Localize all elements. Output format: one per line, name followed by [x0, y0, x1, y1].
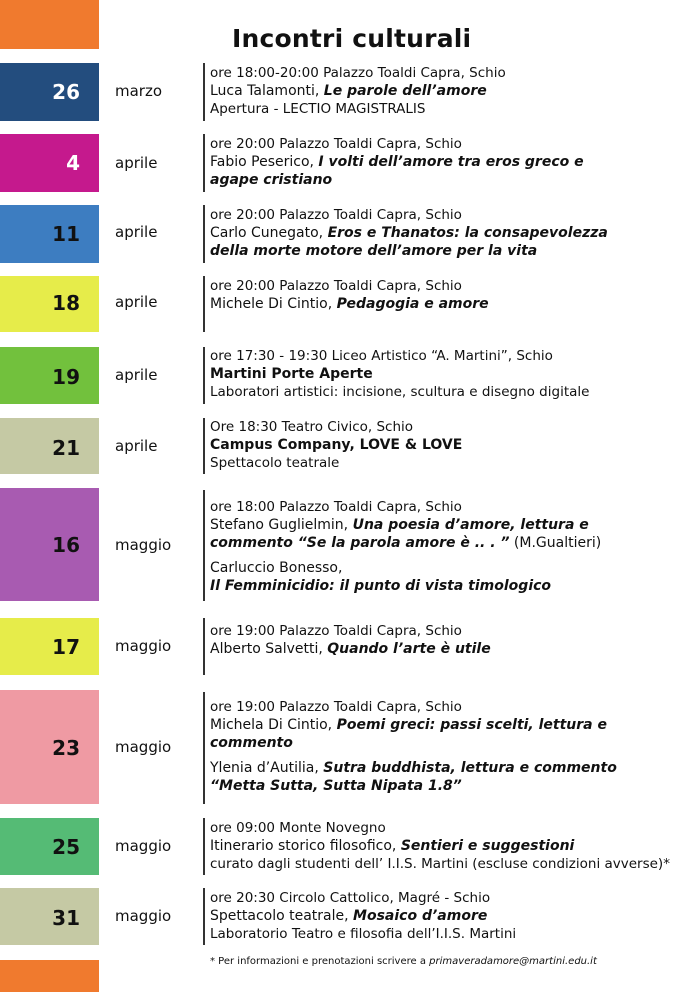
event-month: aprile	[115, 366, 158, 384]
event-row	[0, 488, 699, 601]
event-details	[210, 622, 680, 658]
footnote-text: * Per informazioni e prenotazioni scrivere a	[210, 956, 430, 967]
footnote	[210, 956, 597, 967]
event-title: I volti dell’amore tra eros greco e	[318, 154, 584, 170]
event-time-place: ore 09:00 Monte Novegno	[210, 820, 386, 836]
event-details	[210, 277, 680, 313]
event-time-place: ore 20:30 Circolo Cattolico, Magré - Schio	[210, 890, 491, 906]
event-day: 17	[52, 635, 80, 659]
divider	[203, 490, 205, 601]
divider	[203, 692, 205, 804]
event-row	[0, 818, 699, 875]
event-month: maggio	[115, 837, 172, 855]
event-time-place: ore 18:00 Palazzo Toaldi Capra, Schio	[210, 499, 462, 515]
event-row	[0, 347, 699, 404]
divider	[203, 205, 205, 263]
event-row	[0, 63, 699, 121]
event-details	[210, 135, 680, 189]
event-row	[0, 205, 699, 263]
event-speaker: Fabio Peserico,	[210, 154, 319, 170]
event-day: 18	[52, 291, 80, 315]
event-title: Sutra buddhista, lettura e commento	[323, 760, 617, 776]
event-month: marzo	[115, 82, 163, 100]
event-day: 4	[66, 151, 80, 175]
divider	[203, 63, 205, 121]
event-month: aprile	[115, 293, 158, 311]
event-speaker: Alberto Salvetti,	[210, 641, 328, 657]
event-row	[0, 888, 699, 945]
event-note: Spettacolo teatrale	[210, 455, 340, 471]
event-title: Sentieri e suggestioni	[400, 838, 575, 854]
page-title: Incontri culturali	[232, 24, 472, 53]
event-title-cont: commento	[210, 735, 293, 751]
event-details	[210, 347, 680, 401]
event-title: Le parole dell’amore	[323, 83, 487, 99]
event-speaker: Luca Talamonti,	[210, 83, 324, 99]
event-title: Quando l’arte è utile	[327, 641, 491, 657]
event-time-place: ore 17:30 - 19:30 Liceo Artistico “A. Martini”, Schio	[210, 348, 553, 364]
divider	[203, 347, 205, 404]
event-title: Mosaico d’amore	[353, 908, 488, 924]
event-time-place: Ore 18:30 Teatro Civico, Schio	[210, 419, 414, 435]
event-time-place: ore 20:00 Palazzo Toaldi Capra, Schio	[210, 207, 462, 223]
event-day: 19	[52, 365, 80, 389]
event-title: Pedagogia e amore	[336, 296, 489, 312]
top-orange-bar	[0, 0, 99, 49]
event-title: Il Femminicidio: il punto di vista timologico	[210, 578, 552, 594]
event-details	[210, 498, 680, 595]
event-row	[0, 618, 699, 675]
event-time-place: ore 20:00 Palazzo Toaldi Capra, Schio	[210, 136, 462, 152]
event-title-cont: agape cristiano	[210, 172, 333, 188]
event-title-cont: commento “Se la parola amore è .. . ”	[210, 535, 510, 551]
event-details	[210, 889, 680, 943]
event-month: aprile	[115, 437, 158, 455]
event-title-cont: “Metta Sutta, Sutta Nipata 1.8”	[210, 778, 462, 794]
event-details	[210, 819, 680, 873]
event-speaker: Ylenia d’Autilia,	[210, 760, 324, 776]
bottom-orange-bar	[0, 960, 99, 992]
divider	[203, 276, 205, 332]
event-month: maggio	[115, 536, 172, 554]
event-day: 25	[52, 835, 80, 859]
event-row	[0, 276, 699, 332]
event-row	[0, 418, 699, 474]
divider	[203, 134, 205, 192]
divider	[203, 818, 205, 875]
divider	[203, 888, 205, 945]
event-details	[210, 206, 680, 260]
event-speaker: Carluccio Bonesso,	[210, 560, 343, 576]
event-day: 16	[52, 533, 80, 557]
event-month: aprile	[115, 154, 158, 172]
event-note: Laboratorio Teatro e filosofia dell’I.I.S. Martini	[210, 926, 517, 942]
event-note: Laboratori artistici: incisione, scultura e disegno digitale	[210, 384, 590, 400]
event-month: maggio	[115, 637, 172, 655]
event-title: Una poesia d’amore, lettura e	[352, 517, 589, 533]
event-time-place: ore 19:00 Palazzo Toaldi Capra, Schio	[210, 623, 462, 639]
event-speaker: Carlo Cunegato,	[210, 225, 328, 241]
event-day: 11	[52, 222, 80, 246]
event-time-place: ore 20:00 Palazzo Toaldi Capra, Schio	[210, 278, 462, 294]
divider	[203, 418, 205, 474]
event-speaker: Michela Di Cintio,	[210, 717, 337, 733]
event-month: aprile	[115, 223, 158, 241]
event-day: 31	[52, 906, 80, 930]
event-author: (M.Gualtieri)	[509, 535, 602, 551]
event-speaker: Stefano Guglielmin,	[210, 517, 353, 533]
event-time-place: ore 19:00 Palazzo Toaldi Capra, Schio	[210, 699, 462, 715]
event-note: Apertura - LECTIO MAGISTRALIS	[210, 101, 426, 117]
event-day: 23	[52, 736, 80, 760]
event-title-cont: della morte motore dell’amore per la vita	[210, 243, 538, 259]
event-month: maggio	[115, 907, 172, 925]
event-time-place: ore 18:00-20:00 Palazzo Toaldi Capra, Schio	[210, 65, 506, 81]
event-details	[210, 418, 680, 472]
event-title: Campus Company, LOVE & LOVE	[210, 437, 463, 453]
event-row	[0, 690, 699, 804]
event-details	[210, 698, 680, 795]
event-title: Martini Porte Aperte	[210, 366, 373, 382]
event-note: curato dagli studenti dell’ I.I.S. Martini (escluse condizioni avverse)*	[210, 856, 670, 872]
divider	[203, 618, 205, 675]
contact-email-link[interactable]: primaveradamore@martini.edu.it	[429, 956, 597, 967]
event-speaker: Itinerario storico filosofico,	[210, 838, 401, 854]
event-row	[0, 134, 699, 192]
event-day: 21	[52, 436, 80, 460]
event-speaker: Michele Di Cintio,	[210, 296, 337, 312]
event-month: maggio	[115, 738, 172, 756]
event-title: Eros e Thanatos: la consapevolezza	[327, 225, 608, 241]
event-details	[210, 64, 680, 118]
event-speaker: Spettacolo teatrale,	[210, 908, 354, 924]
event-title: Poemi greci: passi scelti, lettura e	[336, 717, 607, 733]
event-day: 26	[52, 80, 80, 104]
